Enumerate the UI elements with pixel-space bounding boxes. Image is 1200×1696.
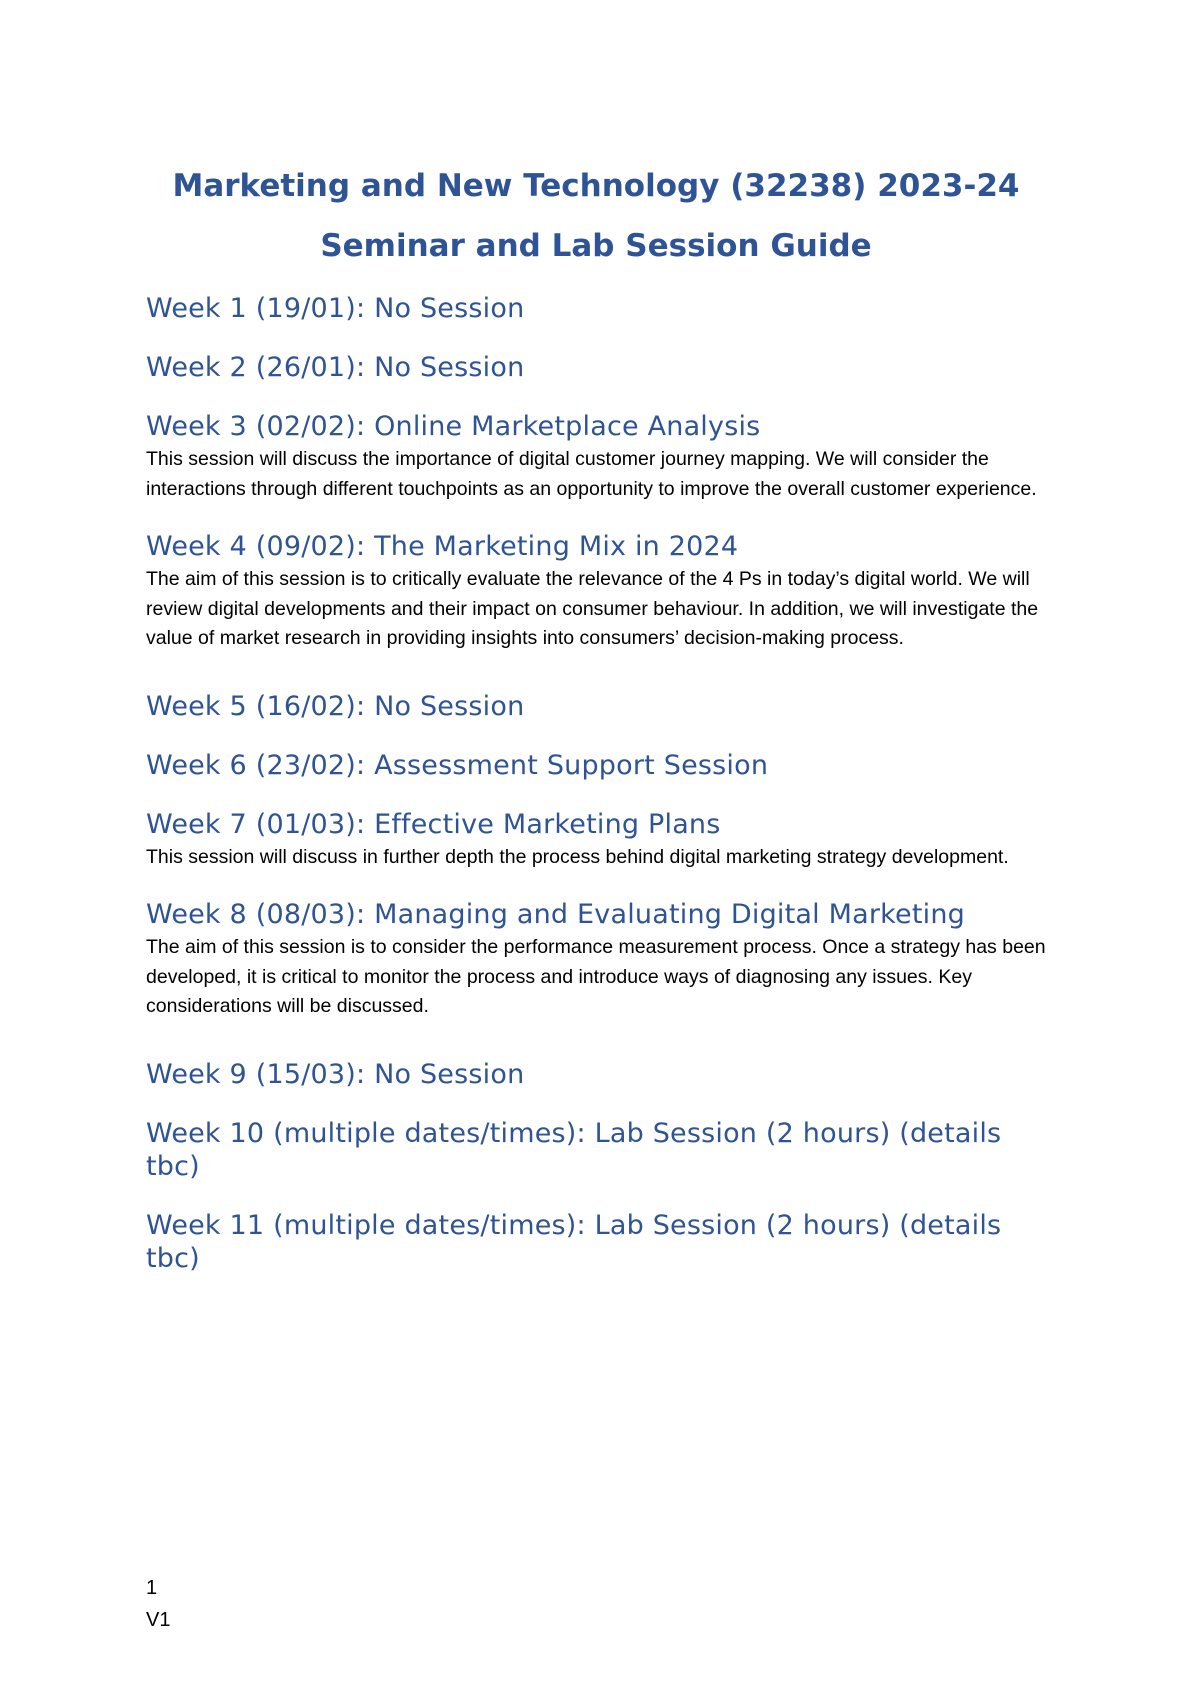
- week-6-heading: Week 6 (23/02): Assessment Support Session: [146, 749, 769, 781]
- week-8-heading: Week 8 (08/03): Managing and Evaluating Digital Marketing: [146, 899, 966, 930]
- week-3-heading: Week 3 (02/02): Online Marketplace Analysis: [146, 411, 761, 442]
- week-list: [146, 292, 1046, 1275]
- week-7-heading: Week 7 (01/03): Effective Marketing Plans: [146, 808, 721, 840]
- week-11-section: [146, 1209, 1046, 1275]
- week-10-heading: Week 10 (multiple dates/times): Lab Session (2 hours) (details tbc): [146, 1117, 1002, 1182]
- week-10-section: [146, 1117, 1046, 1183]
- week-9-section: [146, 1058, 1046, 1091]
- week-7-description: This session will discuss in further depth the process behind digital marketing strategy development.: [146, 845, 1009, 868]
- week-11-heading: Week 11 (multiple dates/times): Lab Session (2 hours) (details tbc): [146, 1209, 1002, 1274]
- week-2-section: [146, 351, 1046, 384]
- document-subtitle: Seminar and Lab Session Guide: [320, 228, 872, 264]
- document-title: Marketing and New Technology (32238) 2023-24: [172, 168, 1020, 204]
- week-4-heading: Week 4 (09/02): The Marketing Mix in 2024: [146, 531, 739, 562]
- week-3-description: This session will discuss the importance of digital customer journey mapping. We will consider the interactions through different touchpoints as an opportunity to improve the overall customer experience.: [146, 448, 1037, 500]
- week-7-section: [146, 808, 1046, 873]
- week-3-section: [146, 410, 1046, 504]
- week-9-heading: Week 9 (15/03): No Session: [146, 1058, 525, 1090]
- document-content: [146, 166, 1046, 1301]
- week-5-heading: Week 5 (16/02): No Session: [146, 690, 525, 722]
- week-4-description: The aim of this session is to critically evaluate the relevance of the 4 Ps in today’s digital world. We will review digital developments and their impact on consumer behaviour. In addition, we will investigate the value of market research in providing insights into consumers’ decision-making process.: [146, 568, 1039, 649]
- week-8-description: The aim of this session is to consider the performance measurement process. Once a strategy has been developed, it is critical to monitor the process and introduce ways of diagnosing any issues. Key considerations will be discussed.: [146, 936, 1046, 1017]
- week-8-section: [146, 898, 1046, 1022]
- week-4-section: [146, 530, 1046, 654]
- page-number: 1: [146, 1577, 158, 1599]
- week-5-section: [146, 690, 1046, 723]
- page-footer: [146, 1572, 170, 1636]
- week-6-section: [146, 749, 1046, 782]
- week-1-section: [146, 292, 1046, 325]
- week-2-heading: Week 2 (26/01): No Session: [146, 352, 525, 383]
- version-label: V1: [146, 1609, 171, 1631]
- week-1-heading: Week 1 (19/01): No Session: [146, 293, 525, 324]
